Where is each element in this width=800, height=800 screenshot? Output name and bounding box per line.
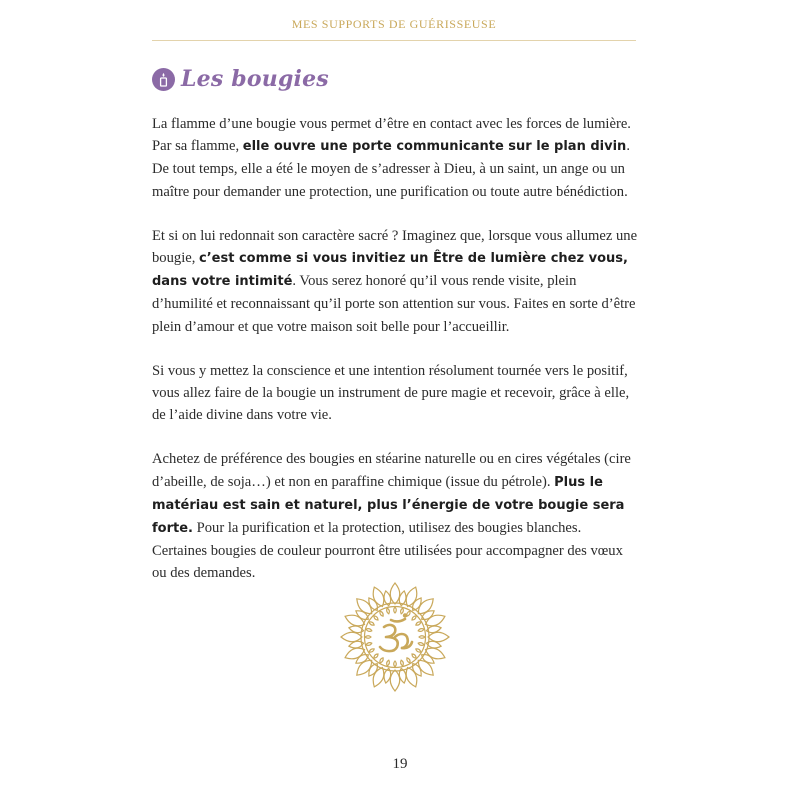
emphasis-text: Plus le matériau est sain et naturel, plus l’énergie de votre bougie sera forte. [152, 474, 625, 537]
page-number: 19 [392, 756, 408, 772]
emphasis-text: elle ouvre une porte communicante sur le plan divin [242, 139, 627, 155]
om-mandala-icon [333, 575, 457, 699]
paragraph-1: La flamme d’une bougie vous permet d’être en contact avec les forces de lumière. Par sa flamme, elle ouvre une porte communicante sur le plan divin. De tout temps, elle a été le moyen de s’adresser à Dieu, à un saint, un ange ou un maître pour demander une protection, une purification ou toute autre bénédiction. [152, 116, 631, 200]
paragraph-4: Achetez de préférence des bougies en stéarine naturelle ou en cires végétales (cire d’abeille, de soja…) et non en paraffine chimique (issue du pétrole). Plus le matériau est sain et naturel, plus l’énergie de votre bougie sera forte. Pour la purification et la protection, utilisez des bougies blanches. Certaines bougies de couleur pourront être utilisées pour accompagner des vœux ou des demandes. [152, 451, 631, 582]
paragraph-2: Et si on lui redonnait son caractère sacré ? Imaginez que, lorsque vous allumez une bougie, c’est comme si vous invitiez un Être de lumière chez vous, dans votre intimité. Vous serez honoré qu’il vous rende visite, plein d’humilité et reconnaissant qu’il porte son attention sur vous. Faites en sorte d’être plein d’amour et que votre maison soit belle pour l’accueillir. [152, 227, 638, 335]
section-title [152, 66, 329, 92]
paragraph-3: Si vous y mettez la conscience et une intention résolument tournée vers le positif, vous allez faire de la bougie un instrument de pure magie et recevoir, grâce à elle, de l’aide divine dans votre vie. [152, 362, 630, 424]
section-title-text: Les bougies [181, 66, 329, 92]
body-text [152, 113, 638, 607]
candle-icon [152, 68, 175, 91]
emphasis-text: c’est comme si vous invitiez un Être de lumière chez vous, dans votre intimité [152, 251, 628, 290]
running-header: MES SUPPORTS DE GUÉRISSEUSE [152, 17, 636, 41]
